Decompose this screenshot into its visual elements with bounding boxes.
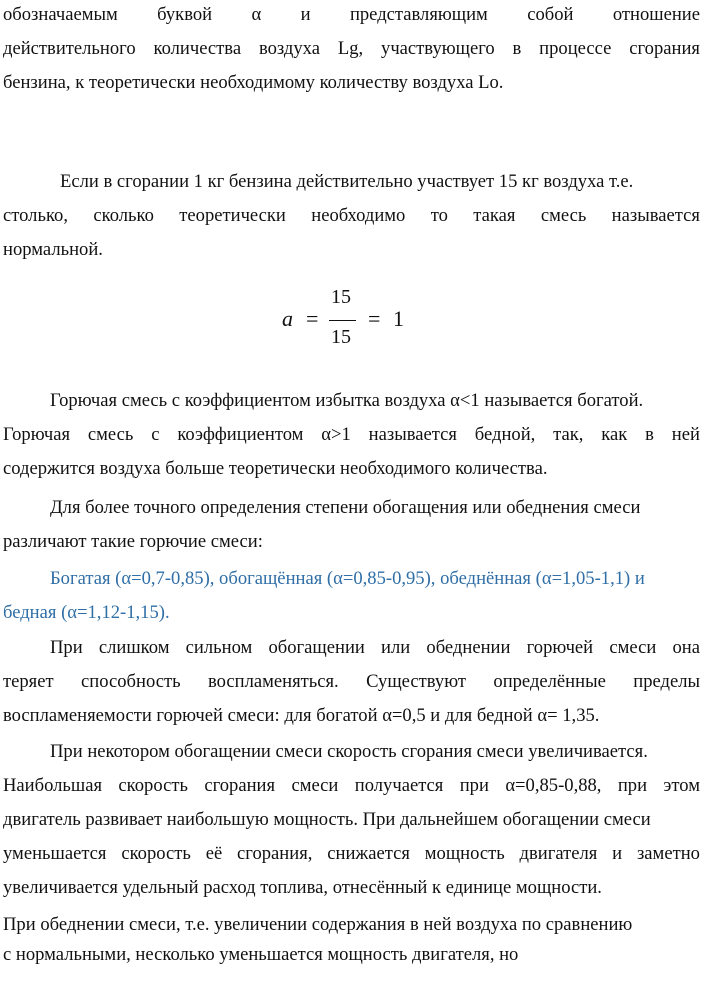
paragraph-7-line-1: При некотором обогащении смеси скорость сгорания смеси увеличивается. xyxy=(50,741,648,762)
word: воспламеняться. xyxy=(207,671,339,692)
paragraph-1-line-3: бензина, к теоретически необходимому количеству воздуха Lo. xyxy=(3,72,504,93)
word: она xyxy=(672,637,700,658)
paragraph-8 xyxy=(3,910,700,970)
word: смеси xyxy=(609,637,657,658)
word: скорость xyxy=(118,775,188,796)
word: и xyxy=(612,843,623,864)
paragraph-1 xyxy=(3,0,700,100)
word: слишком xyxy=(98,637,170,658)
word: горючей xyxy=(526,637,594,658)
word: Существуют xyxy=(366,671,466,692)
paragraph-2-line-1: Если в сгорании 1 кг бензина действительно участвует 15 кг воздуха т.е. xyxy=(60,171,634,192)
word: теоретически xyxy=(179,205,286,226)
word: сколько xyxy=(93,205,154,226)
word: обозначаемым xyxy=(3,4,118,25)
word: её xyxy=(205,843,223,864)
word: α=0,85-0,88, xyxy=(505,775,602,796)
word: обеднении xyxy=(426,637,511,658)
word: такая xyxy=(473,205,516,226)
word: Горючая xyxy=(3,424,71,445)
word: снижается xyxy=(327,843,410,864)
formula-numerator: 15 xyxy=(331,286,351,308)
alpha-formula xyxy=(282,286,422,356)
word: смесь xyxy=(540,205,587,226)
word: теряет xyxy=(3,671,54,692)
word: необходимо xyxy=(311,205,406,226)
word: мощность xyxy=(424,843,505,864)
paragraph-6 xyxy=(3,631,700,733)
word: количества xyxy=(153,38,242,59)
word: называется xyxy=(611,205,700,226)
paragraph-2-line-3: нормальной. xyxy=(3,239,103,260)
paragraph-7-line-2 xyxy=(3,769,700,803)
word: определённые xyxy=(493,671,606,692)
paragraph-6-line-3: воспламеняемости горючей смеси: для богатой α=0,5 и для бедной α= 1,35. xyxy=(3,705,600,726)
word: обогащении xyxy=(268,637,365,658)
paragraph-7-line-5: увеличивается удельный расход топлива, отнесённый к единице мощности. xyxy=(3,877,602,898)
paragraph-3-line-3: содержится воздуха больше теоретически необходимого количества. xyxy=(3,458,548,479)
formula-denominator: 15 xyxy=(331,326,351,348)
word: При xyxy=(50,637,83,658)
word: смеси xyxy=(291,775,339,796)
word: как xyxy=(601,424,628,445)
word: столько, xyxy=(3,205,68,226)
word: двигателя xyxy=(519,843,598,864)
word: скорость xyxy=(121,843,191,864)
word: то xyxy=(430,205,448,226)
word: сгорания xyxy=(629,38,700,59)
word: ней xyxy=(671,424,700,445)
word: и xyxy=(300,4,311,25)
paragraph-4-line-2: различают такие горючие смеси: xyxy=(3,531,263,552)
word: при xyxy=(617,775,648,796)
word: коэффициентом xyxy=(177,424,304,445)
formula-result: 1 xyxy=(393,306,404,331)
word: буквой xyxy=(157,4,213,25)
word: получается xyxy=(354,775,444,796)
word: воздуха xyxy=(258,38,320,59)
paragraph-2-line-2 xyxy=(3,199,700,233)
fraction-bar xyxy=(329,320,356,321)
word: при xyxy=(459,775,489,796)
word: или xyxy=(381,637,411,658)
paragraph-4 xyxy=(3,491,700,559)
paragraph-2 xyxy=(3,165,700,267)
paragraph-1-line-2 xyxy=(3,32,700,66)
word: отношение xyxy=(612,4,700,25)
word: участвующего xyxy=(381,38,495,59)
paragraph-1-line-1 xyxy=(3,0,700,32)
word: в xyxy=(645,424,654,445)
word: представляющим xyxy=(349,4,488,25)
word: собой xyxy=(527,4,574,25)
word: Наибольшая xyxy=(3,775,103,796)
word: пределы xyxy=(633,671,700,692)
word: сгорания, xyxy=(237,843,313,864)
word: с xyxy=(151,424,160,445)
paragraph-3-line-1: Горючая смесь с коэффициентом избытка воздуха α<1 называется богатой. xyxy=(50,390,644,411)
paragraph-7-line-3: двигатель развивает наибольшую мощность. При дальнейшем обогащении смеси xyxy=(3,809,651,830)
paragraph-3 xyxy=(3,384,700,486)
paragraph-5-mixture-types xyxy=(3,562,700,630)
word: этом xyxy=(663,775,700,796)
paragraph-8-line-1: При обеднении смеси, т.е. увеличении содержания в ней воздуха по сравнению xyxy=(3,914,633,935)
word: действительного xyxy=(3,38,136,59)
word: сгорания xyxy=(204,775,276,796)
formula-equals: = xyxy=(306,306,319,331)
paragraph-5-line-2: бедная (α=1,12-1,15). xyxy=(3,602,170,623)
word: в xyxy=(512,38,522,59)
word: так, xyxy=(553,424,584,445)
word: заметно xyxy=(636,843,700,864)
word: смесь xyxy=(87,424,134,445)
paragraph-8-line-2: с нормальными, несколько уменьшается мощность двигателя, но xyxy=(3,944,519,965)
paragraph-6-line-2 xyxy=(3,665,700,699)
word: бедной, xyxy=(474,424,536,445)
word: Lg, xyxy=(337,38,364,59)
word: процессе xyxy=(539,38,612,59)
paragraph-3-line-2 xyxy=(3,418,700,452)
paragraph-5-line-1: Богатая (α=0,7-0,85), обогащённая (α=0,85-0,95), обеднённая (α=1,05-1,1) и xyxy=(50,568,645,589)
paragraph-7 xyxy=(3,735,700,905)
formula-lhs: a xyxy=(282,306,293,331)
word: α xyxy=(251,4,262,25)
word: способность xyxy=(81,671,181,692)
word: α>1 xyxy=(321,424,351,445)
word: называется xyxy=(368,424,457,445)
word: сильном xyxy=(185,637,253,658)
formula-equals-2: = xyxy=(368,306,381,331)
word: уменьшается xyxy=(3,843,107,864)
paragraph-4-line-1: Для более точного определения степени обогащения или обеднения смеси xyxy=(50,497,641,518)
paragraph-6-line-1 xyxy=(3,631,700,665)
paragraph-7-line-4 xyxy=(3,837,700,871)
